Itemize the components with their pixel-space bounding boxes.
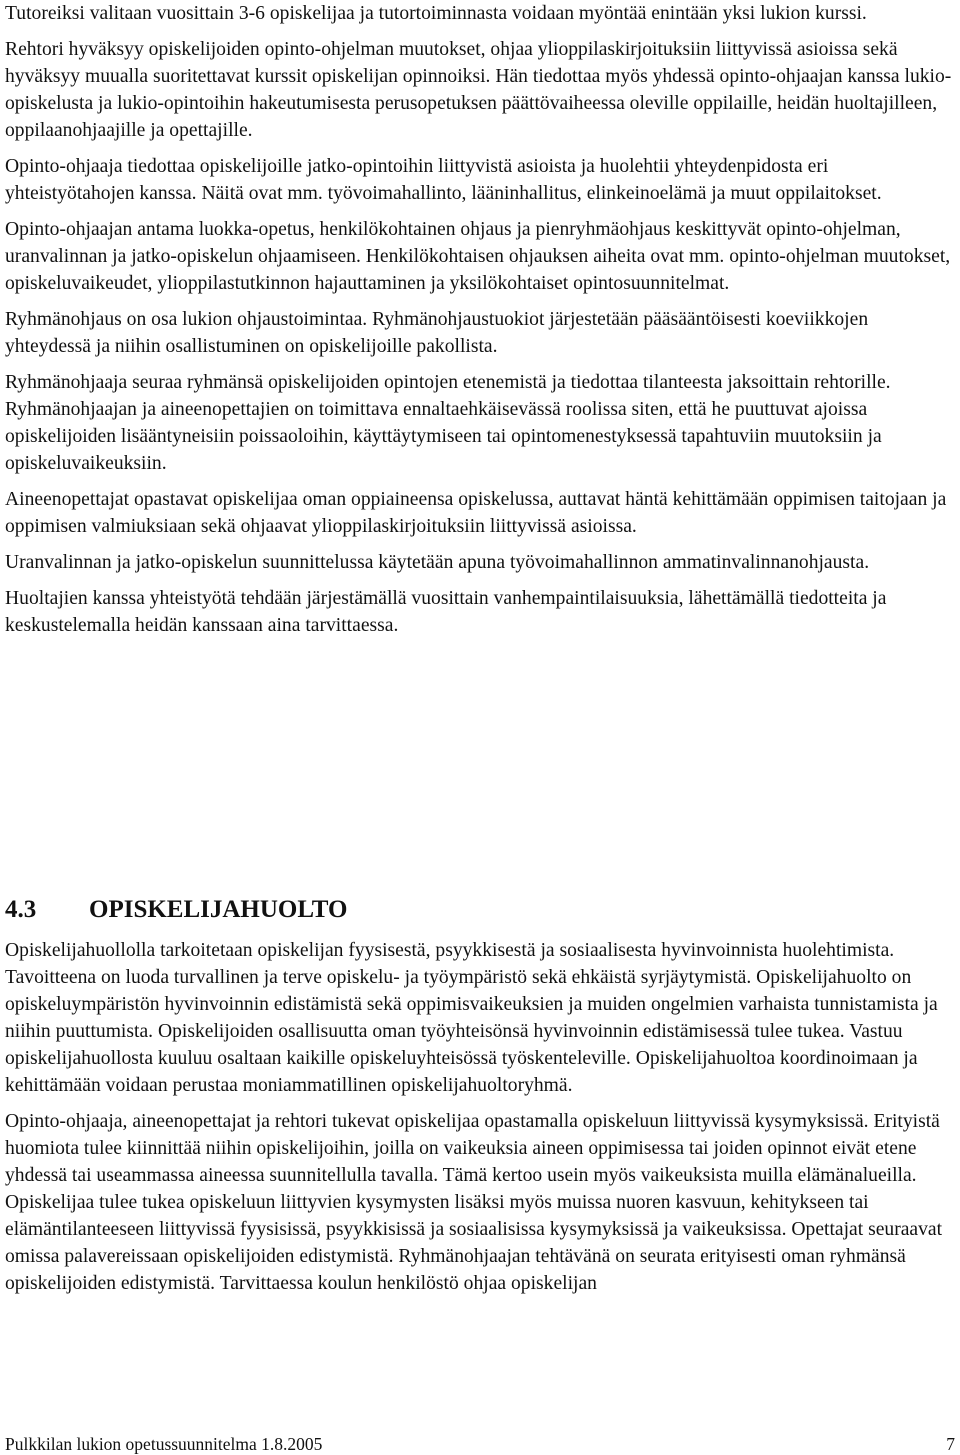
page-number: 7 — [946, 1434, 955, 1454]
paragraph-guardians: Huoltajien kanssa yhteistyötä tehdään järjestämällä vuosittain vanhempaintilaisuuksia, lähettämällä tiedotteita ja keskustelemalla heidän kanssaan aina tarvittaessa. — [5, 588, 887, 636]
section-body — [5, 937, 957, 1297]
paragraph-support: Opinto-ohjaaja, aineenopettajat ja rehtori tukevat opiskelijaa opastamalla opiskeluun liittyvissä kysymyksissä. Erityistä huomiota tulee kiinnittää niihin opiskelijoihin, joilla on vaikeuksia aineen oppimisessa tai joiden opinnot eivät etene yhdessä tai useammassa aineessa suunnitellulla tavalla. Tämä kertoo usein myös vaikeuksista muilla elämänalueilla. Opiskelijaa tulee tukea opiskeluun liittyvien kysymysten lisäksi myös muissa nuoren kasvuun, kehitykseen tai elämäntilanteeseen liittyvissä fyysisissä, psyykkisissä ja sosiaalisissa kysymyksissä ja vaikeuksissa. Opettajat seuraavat omissa palavereissaan opiskelijoiden edistymistä. Ryhmänohjaajan tehtävänä on seurata erityisesti oman ryhmänsä opiskelijoiden edistymistä. Tarvittaessa koulun henkilöstö ohjaa opiskelijan — [5, 1111, 943, 1294]
paragraph-group-guidance: Ryhmänohjaus on osa lukion ohjaustoimintaa. Ryhmänohjaustuokiot järjestetään pääsääntöisesti koeviikkojen yhteydessä ja niihin osallistuminen on opiskelijoille pakollista. — [5, 309, 869, 357]
footer-document-title: Pulkkilan lukion opetussuunnitelma 1.8.2005 — [5, 1434, 323, 1454]
paragraph-counseling-content: Opinto-ohjaajan antama luokka-opetus, henkilökohtainen ohjaus ja pienryhmäohjaus keskittyvät opinto-ohjelman, uranvalinnan ja jatko-opiskelun ohjaamiseen. Henkilökohtaisen ohjauksen aiheita ovat mm. opinto-ohjelman muutokset, opiskeluvaikeudet, ylioppilastutkinnon hajauttaminen ja yksilökohtaiset opintosuunnitelmat. — [5, 219, 951, 294]
paragraph-study-counselor: Opinto-ohjaaja tiedottaa opiskelijoille jatko-opintoihin liittyvistä asioista ja huolehtii yhteydenpidosta eri yhteistyötahojen kanssa. Näitä ovat mm. työvoimahallinto, lääninhallitus, elinkeinoelämä ja muut oppilaitokset. — [5, 156, 882, 204]
paragraph-career-planning: Uranvalinnan ja jatko-opiskelun suunnittelussa käytetään apuna työvoimahallinnon ammatinvalinnanohjausta. — [5, 552, 870, 573]
paragraph-student-welfare: Opiskelijahuollolla tarkoitetaan opiskelijan fyysisestä, psyykkisestä ja sosiaalisesta hyvinvoinnista huolehtimista. Tavoitteena on luoda turvallinen ja terve opiskelu- ja työympäristö sekä ehkäistä syrjäytymistä. Opiskelijahuolto on opiskeluympäristön hyvinvoinnin edistämistä sekä oppimisvaikeuksien ja muiden ongelmien varhaista tunnistamista ja niihin puuttumista. Opiskelijoiden osallisuutta oman työyhteisönsä hyvinvoinnin edistämisessä tulee tukea. Vastuu opiskelijahuollosta kuuluu osaltaan kaikille opiskeluyhteisössä työskenteleville. Opiskelijahuoltoa koordinoimaan ja kehittämään voidaan perustaa moniammatillinen opiskelijahuoltoryhmä. — [5, 940, 938, 1096]
page-footer — [5, 1433, 955, 1455]
section-heading — [5, 893, 347, 927]
paragraph-group-leader: Ryhmänohjaaja seuraa ryhmänsä opiskelijoiden opintojen etenemistä ja tiedottaa tilanteesta jaksoittain rehtorille. Ryhmänohjaajan ja aineenopettajien on toimittava ennaltaehkäisevässä roolissa siten, että he puuttuvat ajoissa opiskelijoiden lisääntyneisiin poissaoloihin, käyttäytymiseen tai opintomenestyksessä tapahtuviin muutoksiin ja opiskeluvaikeuksiin. — [5, 372, 891, 474]
paragraph-tutors: Tutoreiksi valitaan vuosittain 3-6 opiskelijaa ja tutortoiminnasta voidaan myöntää enintään yksi lukion kurssi. — [5, 3, 867, 24]
section-title: OPISKELIJAHUOLTO — [89, 896, 348, 923]
section-number: 4.3 — [5, 896, 37, 923]
paragraph-subject-teachers: Aineenopettajat opastavat opiskelijaa oman oppiaineensa opiskelussa, auttavat häntä kehittämään oppimisen taitojaan ja oppimisen valmiuksiaan sekä ohjaavat ylioppilaskirjoituksiin liittyvissä asioissa. — [5, 489, 947, 537]
paragraph-principal: Rehtori hyväksyy opiskelijoiden opinto-ohjelman muutokset, ohjaa ylioppilaskirjoituksiin liittyvissä asioissa sekä hyväksyy muualla suoritettavat kurssit opiskelijan opinnoiksi. Hän tiedottaa myös yhdessä opinto-ohjaajan kanssa lukio-opiskelusta ja lukio-opintoihin hakeutumisesta perusopetuksen päättövaiheessa oleville oppilaille, heidän huoltajilleen, oppilaanohjaajille ja opettajille. — [5, 39, 952, 141]
document-body — [5, 0, 957, 639]
